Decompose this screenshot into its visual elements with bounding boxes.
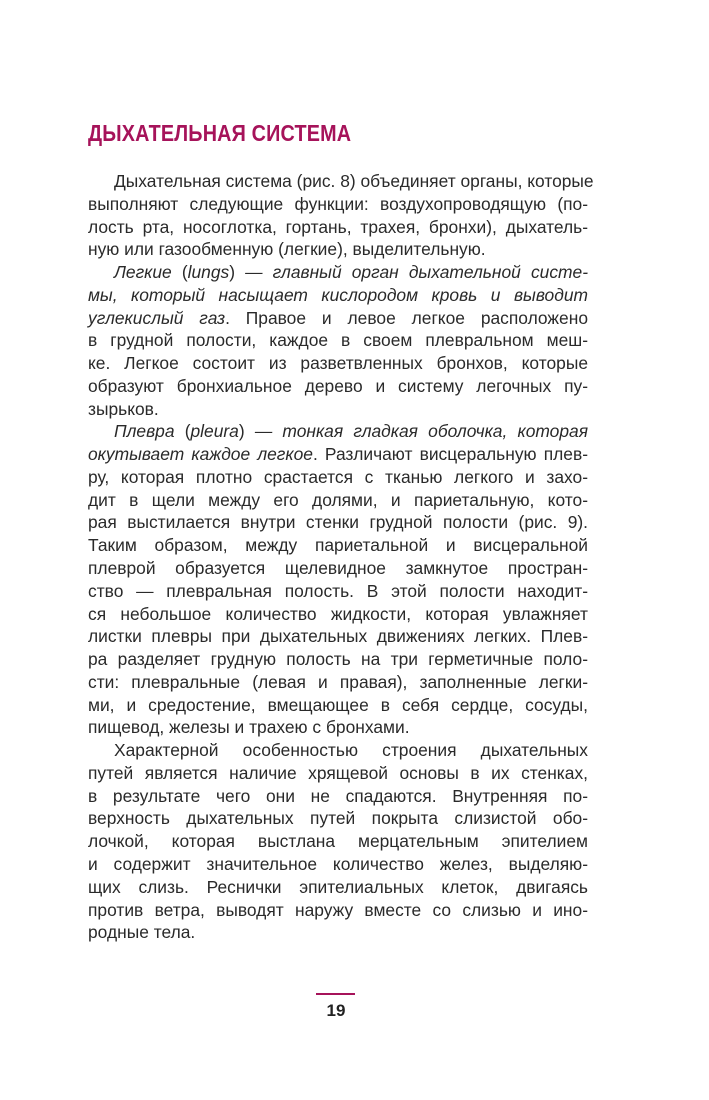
text-line: зырьков. bbox=[88, 398, 159, 419]
text-line: Таким образом, между париетальной и висцеральной bbox=[88, 535, 588, 556]
text-line: сти: плевральные (левая и правая), заполненные легки- bbox=[88, 671, 588, 692]
page-number-rule bbox=[316, 993, 355, 995]
text-line: Дыхательная система (рис. 8) объединяет органы, которые bbox=[114, 171, 594, 191]
text-line: в грудной полости, каждое в своем плевральном меш- bbox=[88, 330, 588, 351]
text-line: плеврой образуется щелевидное замкнутое простран- bbox=[88, 558, 588, 579]
section-heading: ДЫХАТЕЛЬНАЯ СИСТЕМА bbox=[88, 120, 352, 146]
text-line: верхность дыхательных путей покрыта слизистой обо- bbox=[88, 808, 588, 829]
text-line: Характерной особенностью строения дыхательных bbox=[114, 740, 588, 761]
text-line: окутывает каждое легкое. Различают висцеральную плев- bbox=[88, 444, 588, 465]
text-line: в результате чего они не спадаются. Внутренняя по- bbox=[88, 785, 588, 806]
text-line: лочкой, которая выстлана мерцательным эпителием bbox=[88, 831, 588, 852]
text-line: образуют бронхиальное дерево и систему легочных пу- bbox=[88, 375, 588, 396]
text-line: ную или газообменную (легкие), выделительную. bbox=[88, 239, 486, 260]
text-line: ра разделяет грудную полость на три герметичные поло- bbox=[88, 649, 588, 670]
text-line: рая выстилается внутри стенки грудной полости (рис. 9). bbox=[88, 512, 588, 533]
text-line: ми, и средостение, вмещающее в себя сердце, сосуды, bbox=[88, 694, 588, 715]
text-line: против ветра, выводят наружу вместе со слизью и ино- bbox=[88, 899, 588, 920]
text-line: пищевод, железы и трахею с бронхами. bbox=[88, 717, 410, 738]
text-line: ке. Легкое состоит из разветвленных бронхов, которые bbox=[88, 353, 588, 374]
text-line: мы, который насыщает кислородом кровь и выводит bbox=[88, 284, 588, 305]
text-line: лость рта, носоглотка, гортань, трахея, бронхи), дыхатель- bbox=[88, 216, 588, 237]
text-line: Легкие (lungs) — главный орган дыхательной систе- bbox=[114, 262, 588, 283]
text-line: и содержит значительное количество желез, выделяю- bbox=[88, 853, 588, 874]
page-number: 19 bbox=[326, 1001, 346, 1020]
text-line: углекислый газ. Правое и левое легкое расположено bbox=[88, 307, 588, 328]
text-line: дит в щели между его долями, и париетальную, кото- bbox=[88, 489, 588, 510]
text-line: Плевра (pleura) — тонкая гладкая оболочка, которая bbox=[114, 421, 588, 442]
text-line: ся небольшое количество жидкости, которая увлажняет bbox=[88, 603, 588, 624]
text-line: листки плевры при дыхательных движениях легких. Плев- bbox=[88, 626, 588, 647]
body-text bbox=[88, 170, 594, 944]
text-line: ру, которая плотно срастается с тканью легкого и захо- bbox=[88, 466, 588, 487]
text-line: родные тела. bbox=[88, 922, 196, 943]
text-line: ство — плевральная полость. В этой полости находит- bbox=[88, 580, 588, 601]
text-line: щих слизь. Реснички эпителиальных клеток, двигаясь bbox=[88, 876, 588, 897]
text-line: выполняют следующие функции: воздухопроводящую (по- bbox=[88, 193, 588, 214]
text-line: путей является наличие хрящевой основы в их стенках, bbox=[88, 762, 588, 783]
